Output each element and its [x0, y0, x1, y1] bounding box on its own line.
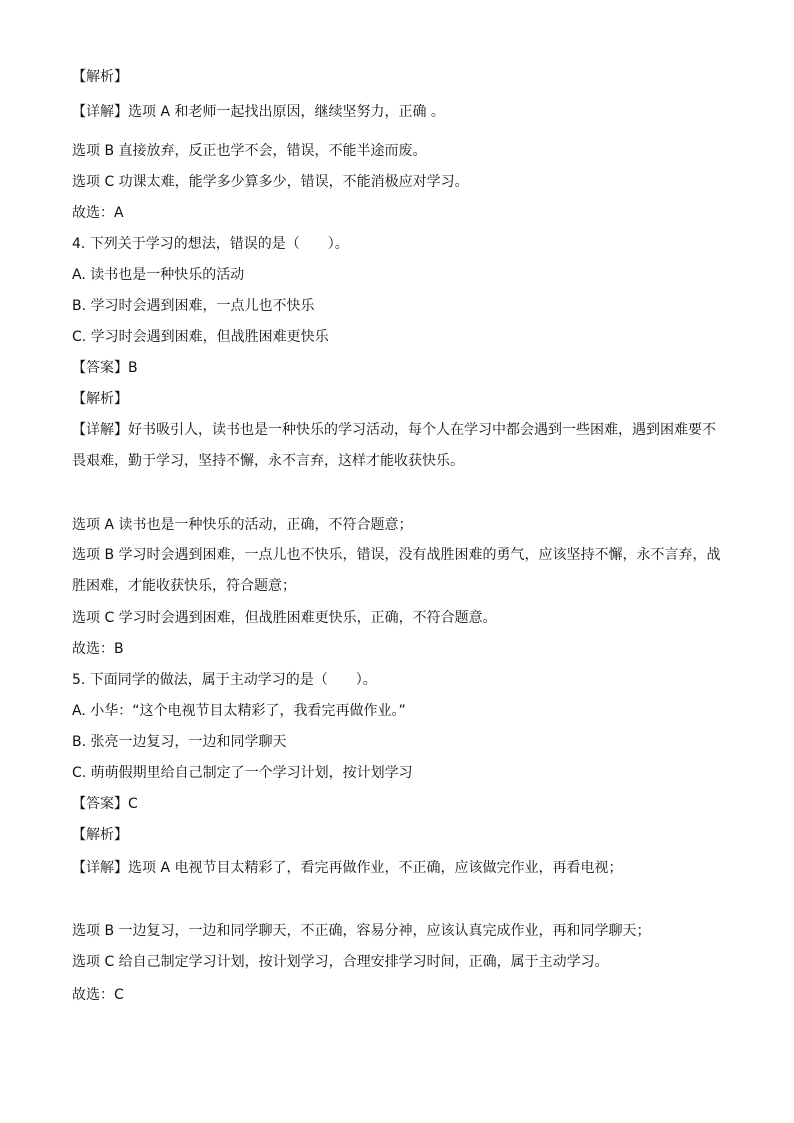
question-4-option-b: B. 学习时会遇到困难，一点儿也不快乐	[72, 298, 315, 314]
text-line: 选项 B 直接放弃，反正也学不会，错误，不能半途而废。	[72, 143, 427, 159]
question-5-option-b: B. 张亮一边复习，一边和同学聊天	[72, 734, 287, 750]
text-paragraph: 【详解】好书吸引人，读书也是一种快乐的学习活动，每个人在学习中都会遇到一些困难，遇到困难要不畏艰难，勤于学习，坚持不懈，永不言弃，这样才能收获快乐。	[72, 422, 716, 469]
question-5-stem: 5. 下面同学的做法，属于主动学习的是（ ）。	[72, 672, 377, 688]
text-line: 【解析】	[72, 391, 128, 407]
question-5-option-c: C. 萌萌假期里给自己制定了一个学习计划，按计划学习	[72, 765, 413, 781]
text-paragraph: 选项 B 学习时会遇到困难，一点儿也不快乐，错误，没有战胜困难的勇气，应该坚持不懈，永不言弃，战胜困难，才能收获快乐，符合题意；	[72, 547, 721, 594]
text-line: 故选：A	[72, 205, 124, 221]
text-line: 【解析】	[72, 827, 128, 843]
text-line: 【解析】	[72, 69, 128, 85]
text-line: 选项 C 学习时会遇到困难，但战胜困难更快乐，正确，不符合题意。	[72, 610, 497, 626]
text-line: 选项 C 给自己制定学习计划，按计划学习，合理安排学习时间，正确，属于主动学习。	[72, 954, 609, 970]
text-line: 故选：C	[72, 987, 124, 1003]
text-line: 【详解】选项 A 和老师一起找出原因，继续坚努力，正确 。	[72, 104, 445, 120]
question-4-stem: 4. 下列关于学习的想法，错误的是（ ）。	[72, 236, 349, 252]
text-line: 选项 C 功课太难，能学多少算多少，错误，不能消极应对学习。	[72, 174, 469, 190]
text-line: 选项 A 读书也是一种快乐的活动，正确，不符合题意；	[72, 517, 413, 533]
text-line: 【详解】选项 A 电视节目太精彩了，看完再做作业，不正确，应该做完作业，再看电视；	[72, 860, 623, 876]
text-line: 故选：B	[72, 641, 124, 657]
question-5-answer: 【答案】C	[72, 796, 138, 812]
question-4-option-c: C. 学习时会遇到困难，但战胜困难更快乐	[72, 329, 329, 345]
question-4-option-a: A. 读书也是一种快乐的活动	[72, 267, 245, 283]
question-4-answer: 【答案】B	[72, 360, 138, 376]
text-line: 选项 B 一边复习，一边和同学聊天，不正确，容易分神，应该认真完成作业，再和同学聊天；	[72, 923, 651, 939]
question-5-option-a: A. 小华：“这个电视节目太精彩了，我看完再做作业。”	[72, 703, 406, 719]
